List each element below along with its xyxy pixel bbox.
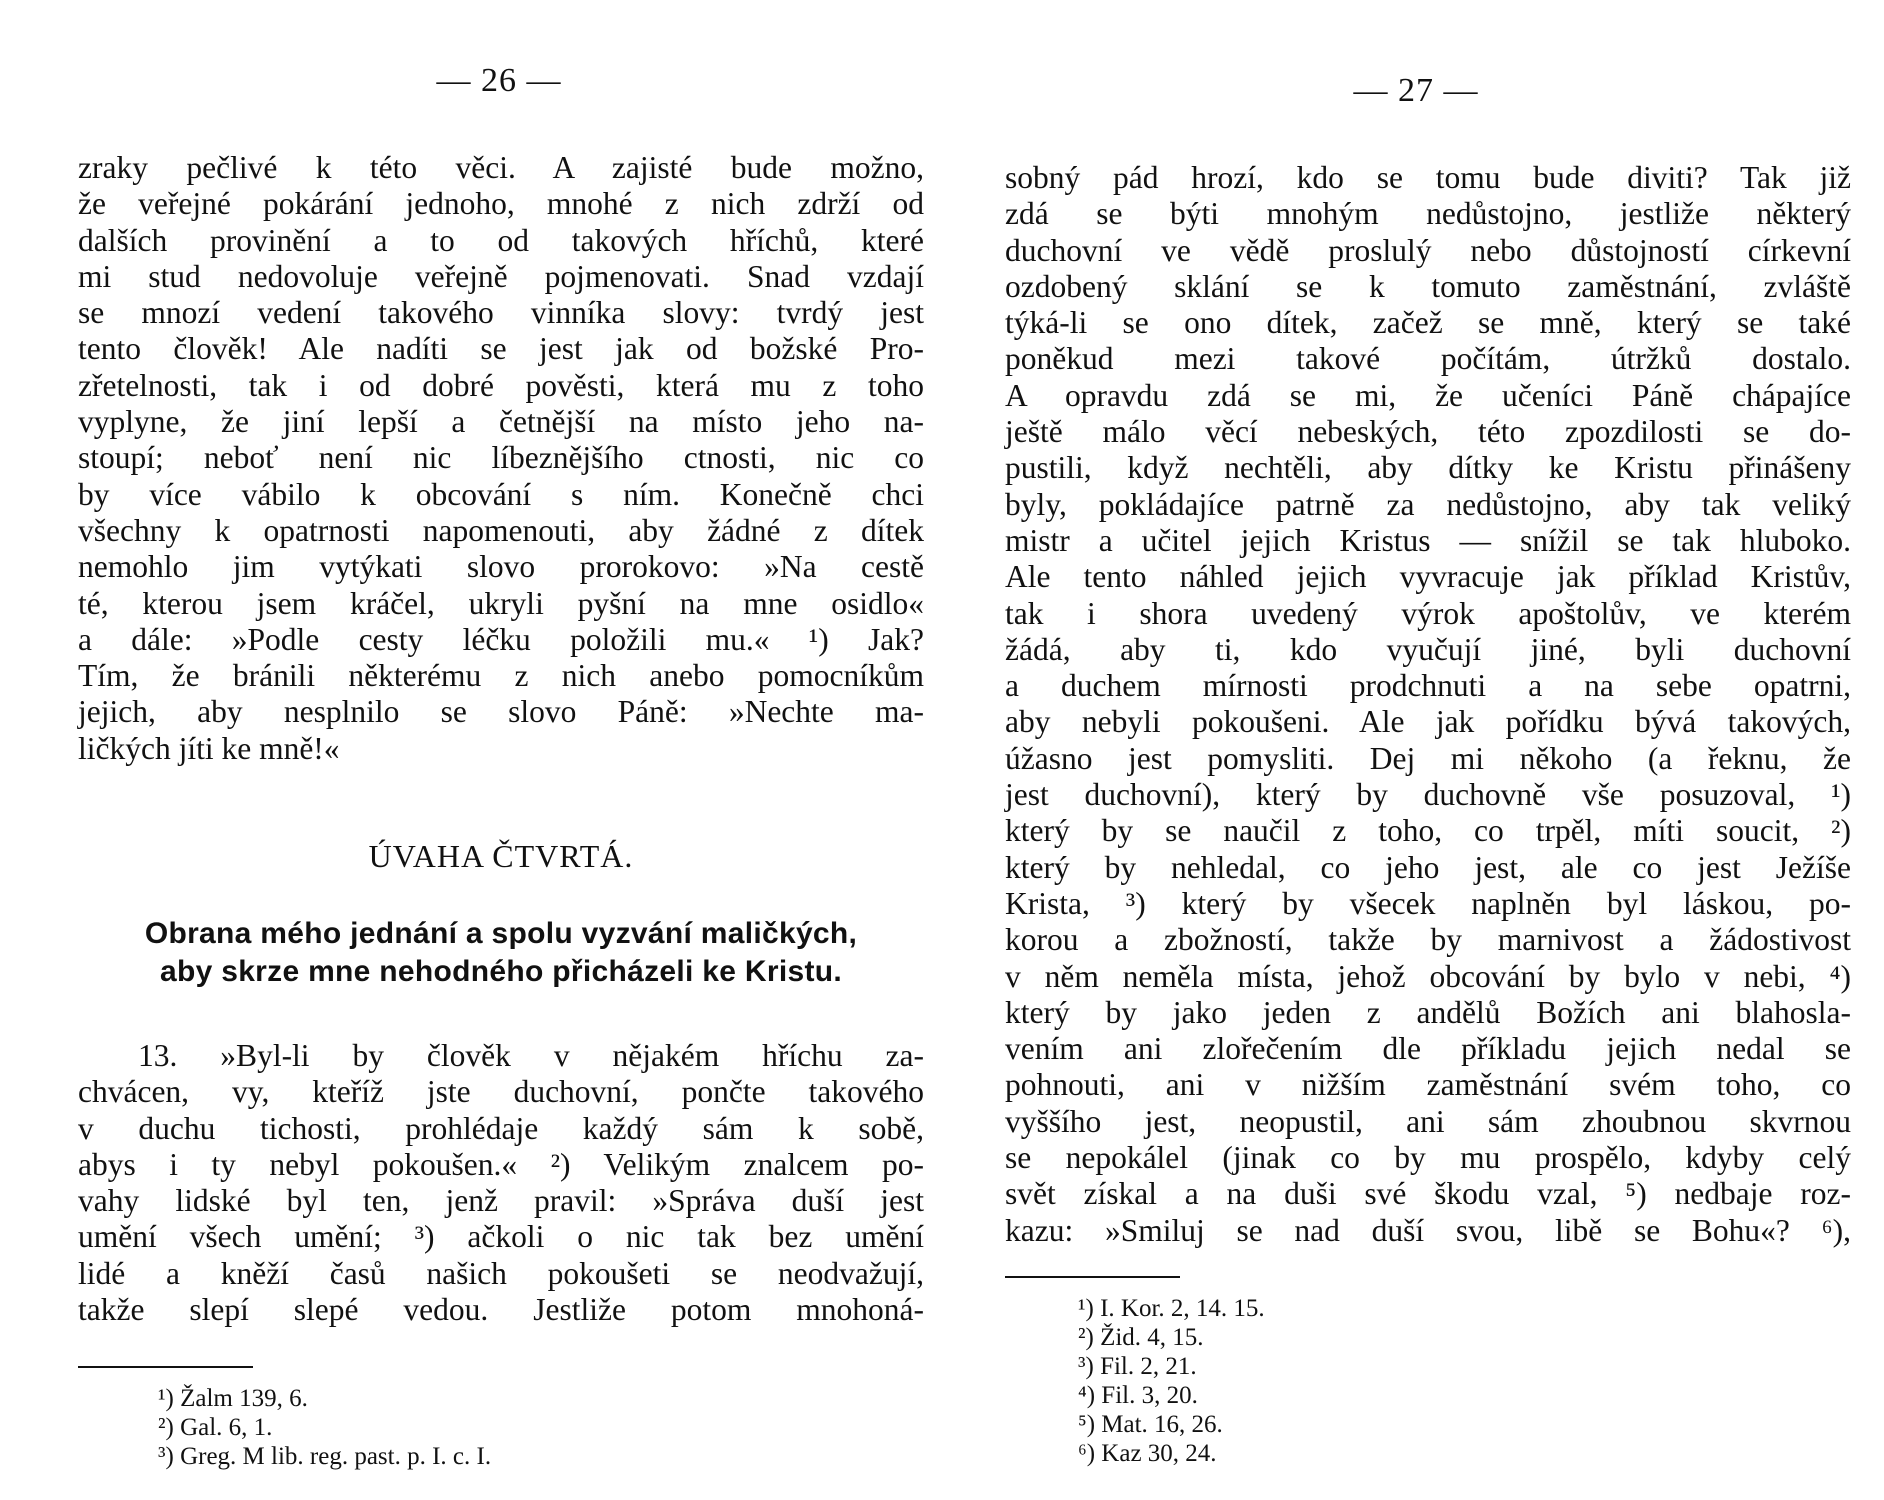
text-line: že veřejné pokárání jednoho, mnohé z nich zdrží od [78,186,924,222]
text-line: vahy lidské byl ten, jenž pravil: »Správa duší jest [78,1183,924,1219]
text-line: byly, pokládajíce patrně za nedůstojno, aby tak veliký [1005,486,1851,522]
section-heading: ÚVAHA ČTVRTÁ. [368,838,634,874]
text-line: ličkých jíti ke mně!« [78,730,340,766]
page-number: — 26 — [436,62,562,99]
text-line: který by nehledal, co jeho jest, ale co jest Ježíše [1005,849,1851,885]
text-line: který by se naučil z toho, co trpěl, míti soucit, ²) [1005,813,1851,849]
right-page [1005,0,1851,1500]
text-line: pustili, když nechtěli, aby dítky ke Kristu přinášeny [1005,450,1851,486]
text-line: týká-li se ono dítek, začež se mně, který se také [1005,305,1851,341]
text-line: korou a zbožností, takže by marnivost a žádostivost [1005,922,1851,958]
text-line: mi stud nedovoluje veřejně pojmenovati. Snad vzdají [78,258,924,294]
text-line: se nepokálel (jinak co by mu prospělo, kdyby celý [1005,1140,1851,1176]
text-line: sobný pád hrozí, kdo se tomu bude diviti? Tak již [1005,160,1851,195]
text-line: chvácen, vy, kteříž jste duchovní, pončte takového [78,1074,924,1110]
text-line: vyššího jest, neopustil, ani sám zhoubnou skvrnou [1005,1103,1851,1139]
text-line: umění všech umění; ³) ačkoli o nic tak bez umění [78,1219,924,1255]
text-line: svět získal a na duši své škodu vzal, ⁵) nedbaje roz- [1005,1176,1851,1212]
text-line: tak i shora uvedený výrok apoštolův, ve kterém [1005,595,1851,631]
footnote-rule [78,1366,253,1368]
text-line: jest duchovní), který by duchovně vše posuzoval, ¹) [1005,777,1851,813]
footnote: ¹) Žalm 139, 6. [158,1385,308,1412]
subheading-line: Obrana mého jednání a spolu vyzvání maličkých, [144,917,858,950]
footnote: ²) Žid. 4, 15. [1078,1324,1204,1351]
section-subheading [78,915,924,991]
text-line: nemohlo jim vytýkati slovo prorokovo: »Na cestě [78,549,924,585]
text-line: Tím, že bránili některému z nich anebo pomocníkům [78,658,924,694]
text-line: žádá, aby ti, kdo vyučují jiné, byli duchovní [1005,631,1851,667]
text-line: ozdobený sklání se k tomuto zaměstnání, zvláště [1005,268,1851,304]
text-line: takže slepí slepé vedou. Jestliže potom mnohoná- [78,1292,924,1328]
text-line: poněkud mezi takové počítám, útržků dostalo. [1005,341,1851,377]
text-line: všechny k opatrnosti napomenouti, aby žádné z dítek [78,512,924,548]
footnotes [1078,1294,1265,1468]
text-line: úžasno jest pomysliti. Dej mi někoho (a řeknu, že [1005,740,1851,776]
footnote: ⁶) Kaz 30, 24. [1078,1440,1217,1467]
left-page [78,0,924,1500]
text-line: ještě málo věcí nebeských, této zpozdilosti se do- [1005,414,1851,450]
text-line: se mnozí vedení takového vinníka slovy: tvrdý jest [78,295,924,331]
text-line: mistr a učitel jejich Kristus — snížil se tak hluboko. [1005,522,1851,558]
text-line: a dále: »Podle cesty léčku položili mu.« ¹) Jak? [78,621,924,657]
footnote: ³) Fil. 2, 21. [1078,1353,1197,1380]
text-line: té, kterou jsem kráčel, ukryli pyšní na mne osidlo« [78,585,924,621]
text-line: A opravdu zdá se mi, že učeníci Páně chápajíce [1005,377,1851,413]
footnote: ³) Greg. M lib. reg. past. p. I. c. I. [158,1443,492,1470]
footnote: ⁴) Fil. 3, 20. [1078,1382,1198,1409]
text-line: stoupí; neboť není nic líbeznějšího ctnosti, nic co [78,440,924,476]
text-line: tento člověk! Ale nadíti se jest jak od božské Pro- [78,331,924,367]
text-line: by více vábilo k obcování s ním. Konečně chci [78,476,924,512]
footnote: ⁵) Mat. 16, 26. [1078,1411,1223,1438]
text-line: v duchu tichosti, prohlédaje každý sám k sobě, [78,1110,924,1146]
body-text [78,150,924,767]
subheading-line: aby skrze mne nehodného přicházeli ke Kristu. [159,955,843,988]
text-line: který by jako jeden z andělů Božích ani blahosla- [1005,994,1851,1030]
text-line: a duchem mírnosti prodchnuti a na sebe opatrni, [1005,668,1851,704]
text-line: kazu: »Smiluj se nad duší svou, libě se Bohu«? ⁶), [1005,1212,1851,1248]
footnote-rule [1005,1276,1180,1278]
text-line: Krista, ³) který by všecek naplněn byl láskou, po- [1005,885,1851,921]
page-number: — 27 — [1353,72,1479,109]
footnotes [158,1384,491,1471]
footnote: ¹) I. Kor. 2, 14. 15. [1078,1295,1265,1322]
text-line: lidé a kněží časů našich pokoušeti se neodvažují, [78,1255,924,1291]
text-line: abys i ty nebyl pokoušen.« ²) Velikým znalcem po- [78,1146,924,1182]
text-line: vyplyne, že jiní lepší a četnější na místo jeho na- [78,404,924,440]
paragraph-13 [78,1038,924,1328]
text-line: zřetelnosti, tak i od dobré pověsti, která mu z toho [78,367,924,403]
text-line: zraky pečlivé k této věci. A zajisté bude možno, [78,150,924,185]
text-line: zdá se býti mnohým nedůstojno, jestliže některý [1005,196,1851,232]
text-line: aby nebyli pokoušeni. Ale jak pořídku bývá takových, [1005,704,1851,740]
text-line: v něm neměla místa, jehož obcování by bylo v nebi, ⁴) [1005,958,1851,994]
text-line: jejich, aby nesplnilo se slovo Páně: »Nechte ma- [78,694,924,730]
footnote: ²) Gal. 6, 1. [158,1414,273,1441]
text-line: 13. »Byl-li by člověk v nějakém hříchu za- [138,1038,924,1073]
text-line: Ale tento náhled jejich vyvracuje jak příklad Kristův, [1005,559,1851,595]
text-line: duchovní ve vědě proslulý nebo důstojností církevní [1005,232,1851,268]
text-line: vením ani zlořečením dle příkladu jejich nedal se [1005,1031,1851,1067]
body-text [1005,160,1851,1249]
text-line: pohnouti, ani v nižším zaměstnání svém toho, co [1005,1067,1851,1103]
text-line: dalších provinění a to od takových hříchů, které [78,222,924,258]
